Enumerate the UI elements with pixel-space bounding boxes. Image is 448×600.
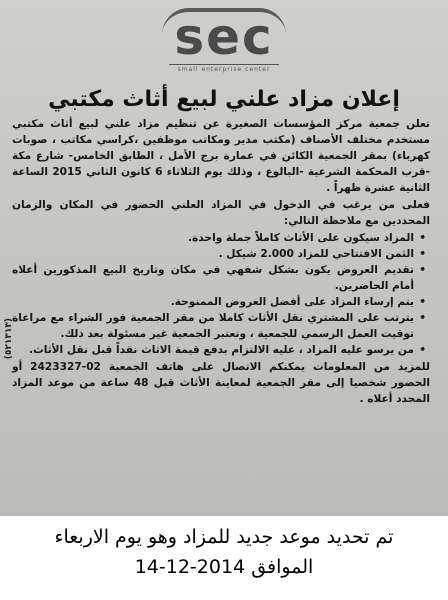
condition-item: • يتم إرساء المزاد على أفضل العروض الممنوحة. xyxy=(12,294,414,310)
new-date-notice xyxy=(0,518,448,582)
conditions-list xyxy=(12,230,430,358)
notice-line-2 xyxy=(0,552,448,582)
sec-logo xyxy=(0,8,448,73)
notice-date-prefix: الموافق xyxy=(251,556,314,578)
announcement-headline: إعلان مزاد علني لبيع أثاث مكتبي xyxy=(48,87,400,112)
contact-paragraph: للمزيد من المعلومات يمكنكم الاتصال على هاتف الجمعية 02-2423327 أو الحضور شخصيا إلى مقر الجمعية لمعاينة الأثاث قبل 48 ساعة من موعد المزاد المحدد أعلاه . xyxy=(12,361,431,405)
condition-item: • المزاد سيكون على الأثاث كاملاً جملة واحدة. xyxy=(12,230,414,246)
condition-item: • يترتب على المشتري نقل الأثاث كاملا من مقر الجمعية فور الشراء مع مراعاة توقيت العمل الرسمي للجمعية ، وتعتبر الجمعية غير مسئولة بعد ذلك. xyxy=(12,310,414,342)
logo-subtitle: small enterprise center xyxy=(169,64,279,73)
notice-date: 14-12-2014 xyxy=(134,556,246,578)
condition-item: • من يرسو عليه المزاد ، عليه الالتزام بدفع قيمة الاثاث نقداً قبل نقل الأثاث. xyxy=(12,342,414,358)
invite-paragraph: فعلى من يرغب في الدخول في المزاد العلني الحضور في المكان والزمان المحددين مع ملاحظة التالي: xyxy=(12,199,430,227)
condition-item: • تقديم العروض يكون بشكل شفهي في مكان وتاريخ البيع المذكورين أعلاه أمام الحاضرين. xyxy=(12,262,414,294)
notice-line-1: تم تحديد موعد جديد للمزاد وهو يوم الاربعاء xyxy=(54,526,394,548)
side-reference-code: (٥٢١٣١٣) xyxy=(4,318,14,360)
logo-text: sec xyxy=(162,8,285,62)
intro-paragraph: تعلن جمعية مركز المؤسسات الصغيرة عن تنظيم مزاد علني لبيع أثاث مكتبي مستخدم مختلف الأصناف (مكتب مدير ومكاتب موظفين ،كراسي مكاتب ، صوبات كهرباء) بمقر الجمعية الكائن في عمارة برج الأمل ، الطابق الخامس- شارع مكة -قرب المحكمة الشرعية -البالوع ، وذلك يوم الثلاثاء 6 كانون الثاني 2015 الساعة الثانية عشرة ظهراً . xyxy=(12,118,431,194)
condition-item: • الثمن الافتتاحي للمزاد 2.000 شيكل . xyxy=(12,246,414,262)
announcement-body xyxy=(12,116,430,408)
